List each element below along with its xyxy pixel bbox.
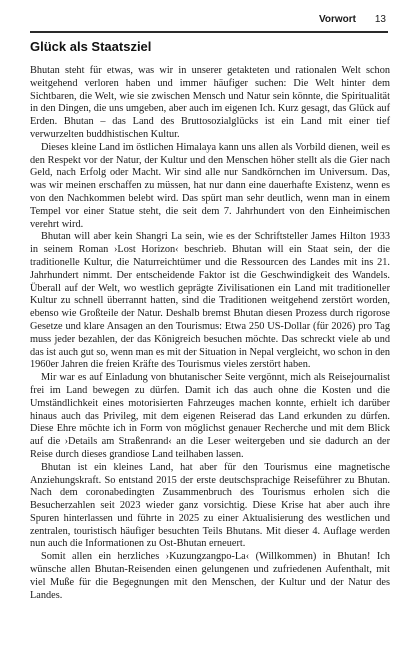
paragraph: Mir war es auf Einladung von bhutanischer Seite vergönnt, mich als Reisejournalist frei im Land bewegen zu dürfen. Damit ich das auch ohne die Kosten und die Umständlichkeit eines motorisierten Fahrzeuges machen konnte, erhielt ich darüber hinaus auch das Privileg, mit dem eigenen Reiserad das Land erkunden zu dürfen. Diese Ehre möchte ich in Form von möglichst genauer Recherche und mit dem Blick auf die ›Details am Straßenrand‹ an die Leser weitergeben und sie dadurch an der Reise durch dieses grandiose Land teilhaben lassen. [30, 372, 390, 460]
body-text [30, 65, 390, 602]
header-section-title: Vorwort [318, 14, 356, 25]
paragraph: Dieses kleine Land im östlichen Himalaya kann uns allen als Vorbild dienen, weil es den Respekt vor der Natur, der Kultur und den Menschen höher stellt als die Gier nach Geld, nach Erfolg oder Macht. Wir sind alle nur Sandkörnchen im Universum. Das, was wir meinen erschaffen zu müssen, hat nur dann eine dauerhafte Existenz, wenn es von den Nachkommen belebt wird. Das spürt man sehr deutlich, wenn man in einem Tempel vor einer Statue steht, die seit dem 7. Jahrhundert von den Einheimischen verehrt wird. [30, 141, 390, 230]
paragraph: Bhutan will aber kein Shangri La sein, wie es der Schriftsteller James Hilton 1933 in seinem Roman ›Lost Horizon‹ beschrieb. Bhutan will ein Staat sein, der die traditionelle Kultur, die Naturreichtümer und die Ressourcen des Landes mit ins 21. Jahrhundert nimmt. Der entscheidende Faktor ist die Geschwindigkeit des Wandels. Überall auf der Welt, wo westlich geprägte Zivilisationen ein Land mit traditioneller Kultur zu schnell überrannt hatten, sind die Traditionen weitgehend zerstört worden, ebenso wie Großteile der Natur. Deshalb bremst Bhutan diesen Prozess durch rigorose Gesetze und klare Ansagen an den Tourismus: Etwa 250 US-Dollar (für 2026) pro Tag muss jeder bezahlen, der das Königreich besuchen möchte. Das schreckt viele ab und das ist auch gut so, wenn man es mit der Situation in Nepal vergleicht, wo schon in den 1960er Jahren die freien Kräfte des Tourismus vieles zerstört haben. [30, 231, 390, 371]
paragraph: Somit allen ein herzliches ›Kuzungzangpo-La‹ (Willkommen) in Bhutan! Ich wünsche allen Bhutan-Reisenden einen gelungenen und zufriedenen Aufenthalt, mit viel Muße für die Begegnungen mit den Menschen, der Kultur und der Natur des Landes. [30, 551, 390, 601]
paragraph: Bhutan ist ein kleines Land, hat aber für den Tourismus eine magnetische Anziehungskraft. So entstand 2015 der erste deutschsprachige Reiseführer zu Bhutan. Nach dem coronabedingten Zusammenbruch des Tourismus erholen sich die Besucherzahlen seit 2023 wieder ganz vorsichtig. Diese Krise hat aber auch ihre Spuren hinterlassen und führte in 2025 zu einer Aktualisierung des westlichen und zentralen, touristisch häufiger besuchten Teils Bhutans. Mit dieser 4. Auflage werden nun auch die Informationen zu Ost-Bhutan erneuert. [30, 461, 390, 550]
paragraph: Bhutan steht für etwas, was wir in unserer getakteten und rationalen Welt schon weitgehend verloren haben und immer häufiger suchen: Die Welt hinter dem Sichtbaren, die Welt, wie sie zwischen Mensch und Natur sein könnte, die Spiritualität in den Dingen, die uns umgeben, aber auch im eigenen Ich. Kurz gesagt, das Glück auf Erden. Bhutan – das Land des Bruttosozialglücks ist ein Land mit einer tief verwurzelten buddhistischen Kultur. [30, 65, 390, 140]
header-divider [30, 31, 388, 33]
page-number: 13 [374, 14, 386, 25]
chapter-title: Glück als Staatsziel [30, 39, 152, 54]
